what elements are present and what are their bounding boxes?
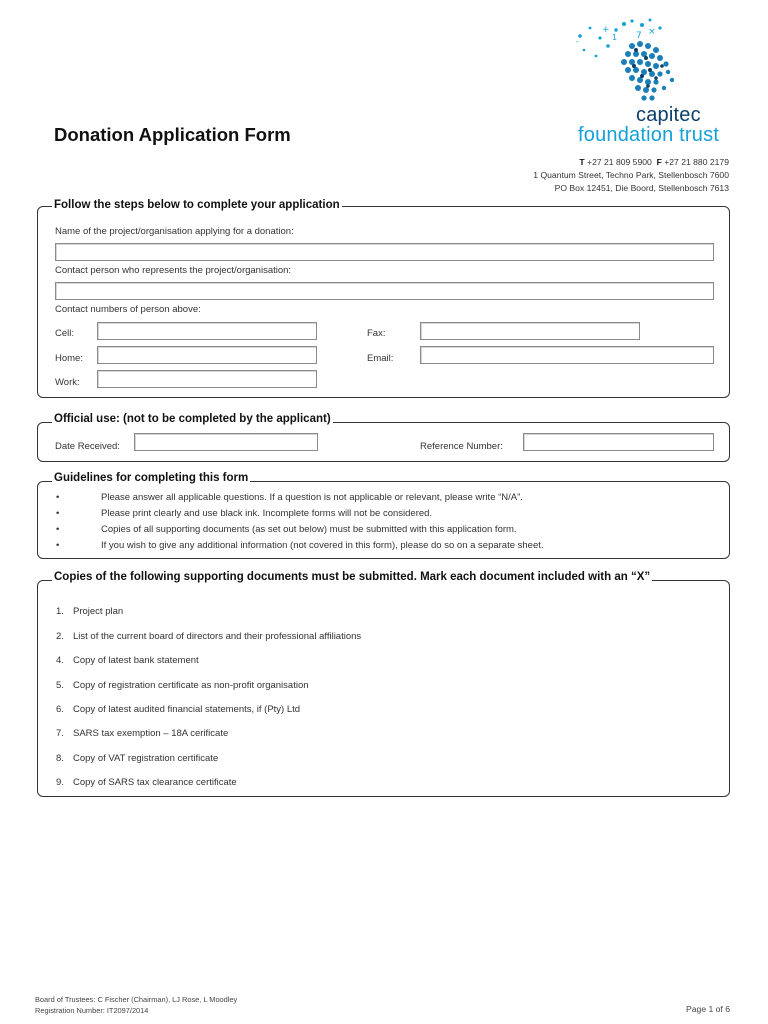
svg-text:×: × (648, 27, 656, 37)
address-line-2: PO Box 12451, Die Boord, Stellenbosch 7613 (554, 183, 729, 193)
work-label: Work: (55, 377, 80, 388)
document-number: 9. (56, 777, 64, 788)
head-mosaic-icon (572, 16, 740, 106)
footer-trustees: Board of Trustees: C Fischer (Chairman), LJ Rose, L Moodley (35, 995, 238, 1004)
cell-field[interactable] (97, 322, 317, 340)
bullet: • (56, 492, 60, 503)
project-name-label: Name of the project/organisation applying for a donation: (55, 226, 294, 237)
home-field[interactable] (97, 346, 317, 364)
guideline-text: Copies of all supporting documents (as set out below) must be submitted with this application form. (101, 524, 517, 535)
document-text: Copy of latest audited financial statements, if (Pty) Ltd (73, 704, 301, 715)
contact-person-label: Contact person who represents the project/organisation: (55, 265, 292, 276)
document-text: Copy of registration certificate as non-profit organisation (73, 680, 309, 691)
svg-text:1: 1 (612, 33, 618, 42)
date-received-label: Date Received: (55, 441, 120, 452)
document-text: List of the current board of directors and their professional affiliations (73, 631, 362, 642)
official-use-section (37, 413, 730, 462)
document-number: 2. (56, 631, 64, 642)
document-number: 6. (56, 704, 64, 715)
fax-field[interactable] (420, 322, 640, 340)
svg-text:7: 7 (636, 31, 642, 41)
document-number: 8. (56, 753, 64, 764)
page-number: Page 1 of 6 (686, 1004, 730, 1014)
guideline-text: If you wish to give any additional information (not covered in this form), please do so on a separate sheet. (101, 540, 544, 551)
document-number: 4. (56, 655, 64, 666)
document-text: Copy of VAT registration certificate (73, 753, 219, 764)
phone-f: +27 21 880 2179 (664, 157, 729, 167)
home-label: Home: (55, 353, 83, 364)
bullet: • (56, 524, 60, 535)
phone-t: +27 21 809 5900 (587, 157, 652, 167)
section-title: Copies of the following supporting documents must be submitted. Mark each document included with an “X” (54, 571, 651, 583)
phone-t-label: T (579, 157, 585, 167)
bullet: • (56, 508, 60, 519)
reference-number-field[interactable] (523, 433, 714, 451)
section-title: Guidelines for completing this form (54, 472, 249, 484)
document-text: Project plan (73, 606, 124, 617)
document-number: 7. (56, 728, 64, 739)
bullet: • (56, 540, 60, 551)
document-text: Copy of latest bank statement (73, 655, 199, 666)
contact-numbers-label: Contact numbers of person above: (55, 304, 201, 315)
document-number: 1. (56, 606, 64, 617)
contact-phones (579, 157, 729, 167)
guideline-text: Please answer all applicable questions. If a question is not applicable or relevant, please write “N/A”. (101, 492, 523, 503)
fax-label: Fax: (367, 328, 386, 339)
supporting-documents-section (37, 571, 730, 797)
footer-registration: Registration Number: IT2097/2014 (35, 1006, 149, 1015)
project-name-field[interactable] (55, 243, 714, 261)
document-number: 5. (56, 680, 64, 691)
section-title: Official use: (not to be completed by the applicant) (54, 413, 331, 425)
logo-wordmark-foundation-trust: foundation trust (578, 124, 720, 146)
document-text: Copy of SARS tax clearance certificate (73, 777, 237, 788)
svg-text:+: + (602, 25, 610, 35)
reference-number-label: Reference Number: (420, 441, 503, 452)
logo-wordmark-capitec: capitec (636, 104, 701, 126)
work-field[interactable] (97, 370, 317, 388)
contact-person-field[interactable] (55, 282, 714, 300)
date-received-field[interactable] (134, 433, 318, 451)
section-title: Follow the steps below to complete your application (54, 199, 340, 211)
document-text: SARS tax exemption – 18A cerificate (73, 728, 229, 739)
page-title: Donation Application Form (54, 124, 291, 145)
svg-text:-: - (576, 37, 579, 46)
cell-label: Cell: (55, 328, 75, 339)
email-field[interactable] (420, 346, 714, 364)
guidelines-section (37, 472, 730, 559)
email-label: Email: (367, 353, 394, 364)
phone-f-label: F (656, 157, 662, 167)
guideline-text: Please print clearly and use black ink. Incomplete forms will not be considered. (101, 508, 433, 519)
application-steps-section (37, 199, 730, 398)
address-line-1: 1 Quantum Street, Techno Park, Stellenbosch 7600 (533, 170, 729, 180)
